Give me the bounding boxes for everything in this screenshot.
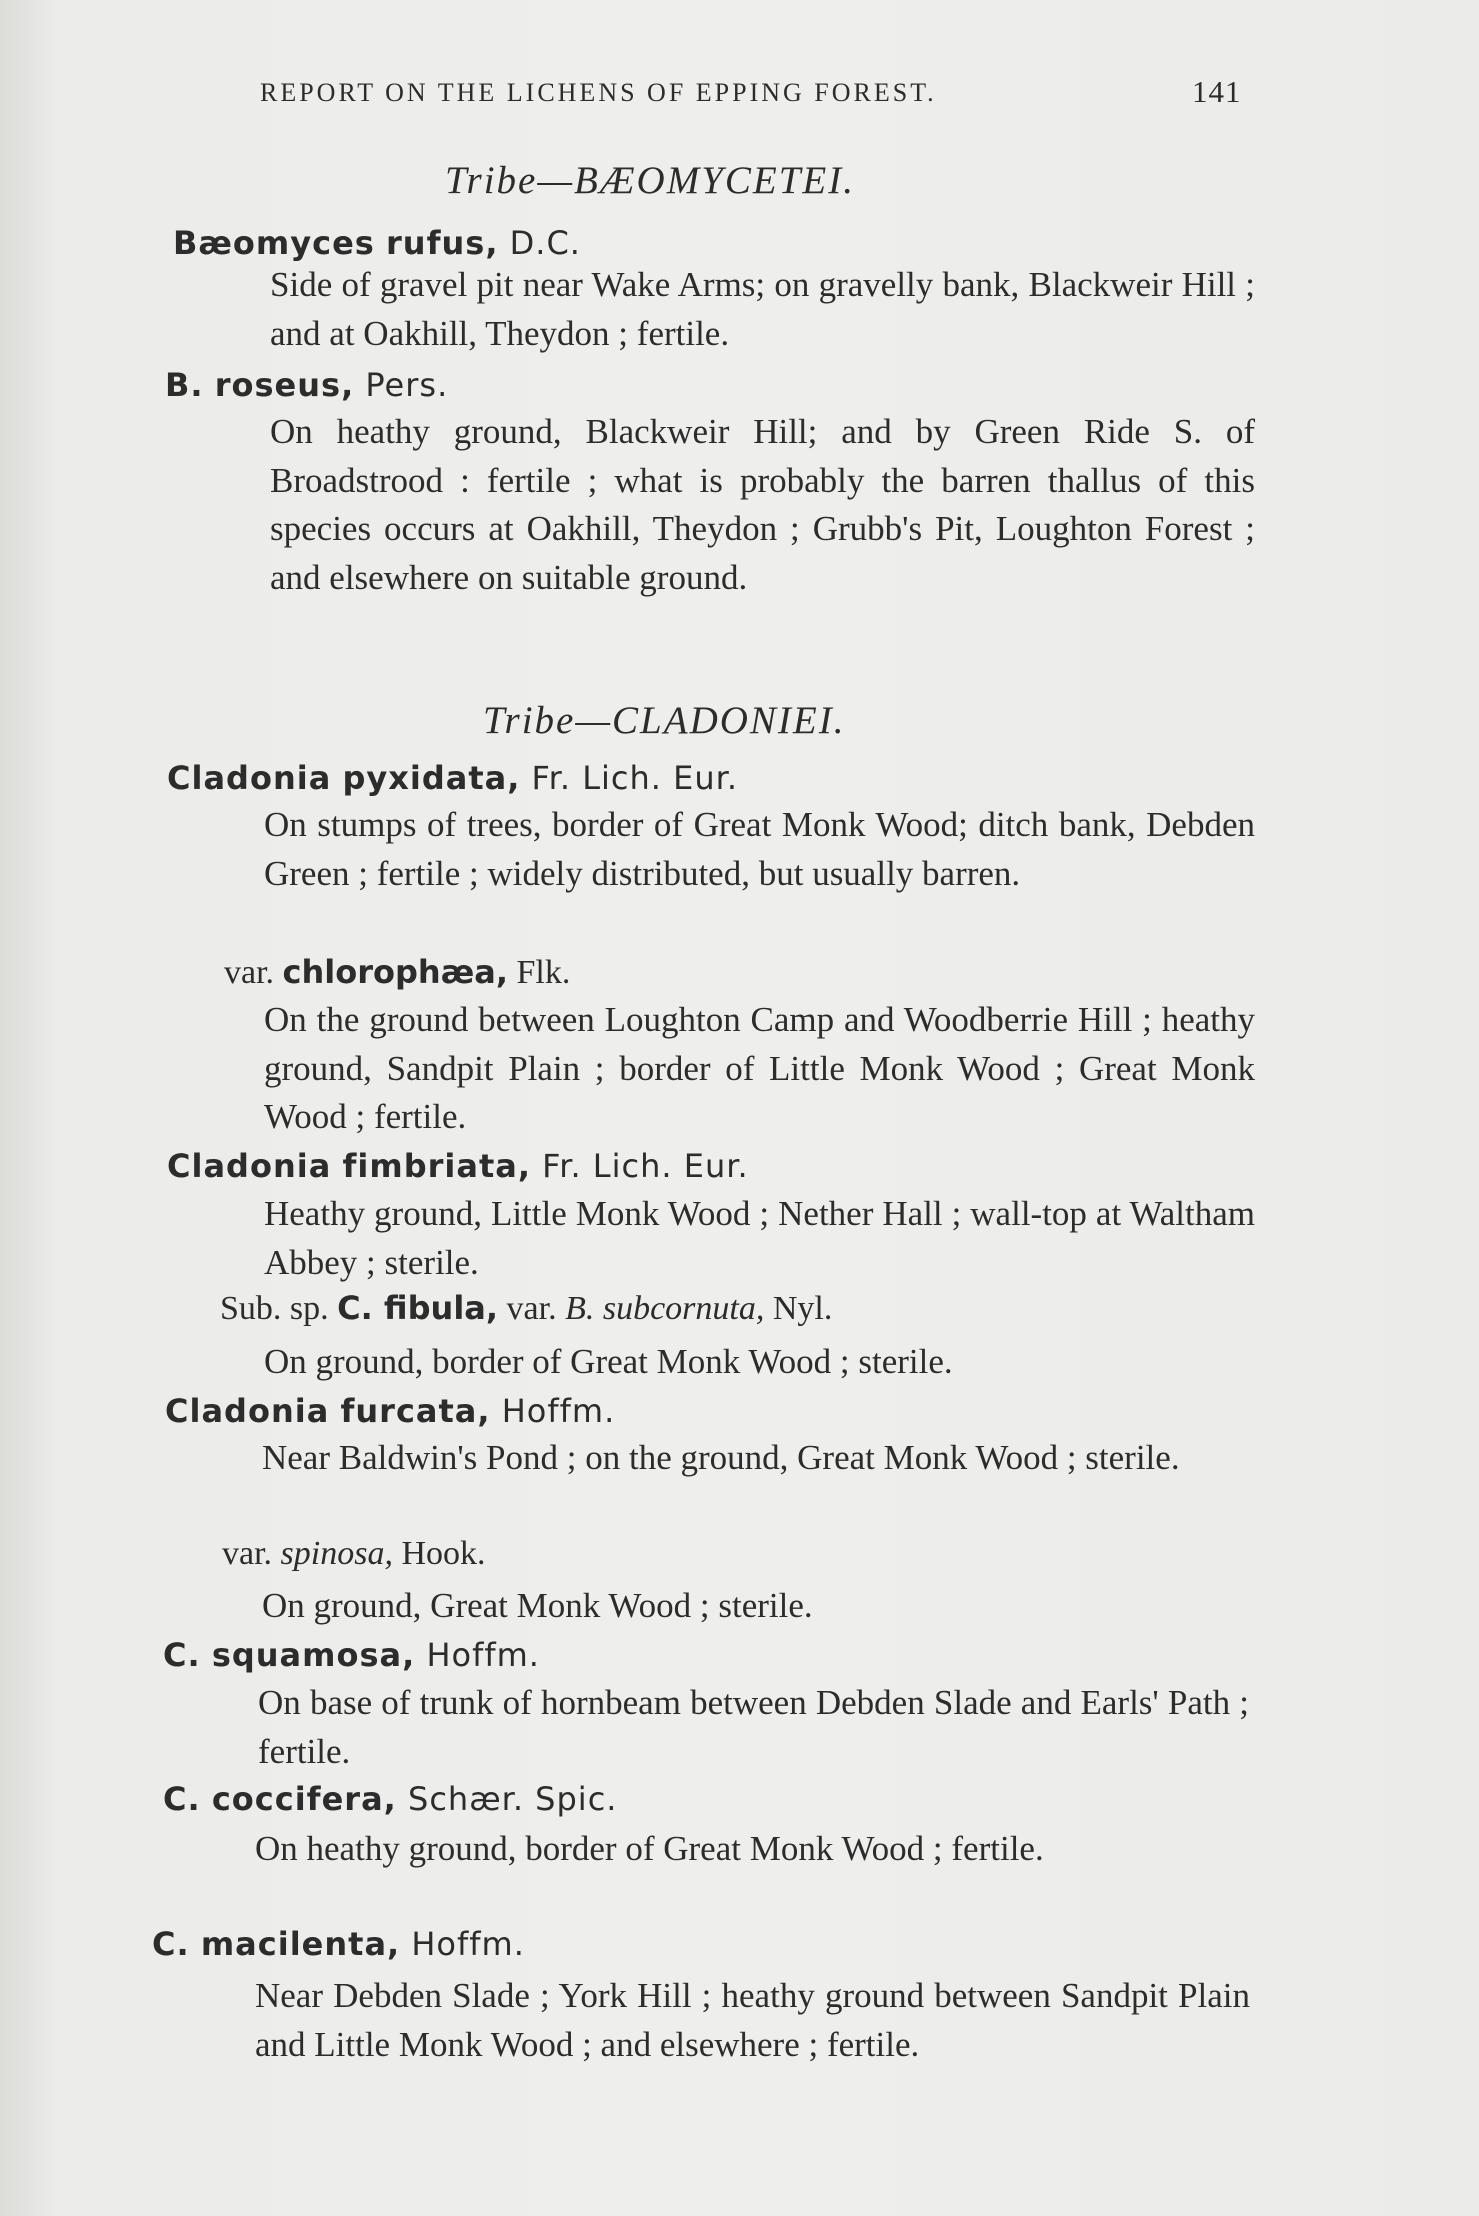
species-description: Heathy ground, Little Monk Wood ; Nether Hall ; wall-top at Waltham Abbey ; sterile. bbox=[264, 1194, 1255, 1282]
species-description: On heathy ground, border of Great Monk Wood ; fertile. bbox=[255, 1829, 1044, 1868]
species-heading bbox=[167, 1147, 749, 1185]
tribe-heading: Tribe—CLADONIEI. bbox=[483, 699, 846, 742]
species-heading bbox=[163, 1780, 617, 1818]
species-description: Side of gravel pit near Wake Arms; on gravelly bank, Blackweir Hill ; and at Oakhill, Theydon ; fertile. bbox=[270, 265, 1255, 353]
authority: Fr. Lich. Eur. bbox=[530, 1147, 749, 1185]
variety-name: spinosa, bbox=[280, 1535, 393, 1572]
variety-prefix: var. bbox=[222, 1535, 273, 1572]
subspecies-prefix: Sub. sp. bbox=[220, 1290, 329, 1327]
genus-name: C. bbox=[163, 1636, 201, 1674]
genus-name: C. bbox=[163, 1780, 201, 1818]
species-heading bbox=[173, 224, 581, 262]
variety-name: chlorophæa, bbox=[282, 953, 508, 991]
authority: Hoffm. bbox=[400, 1925, 525, 1963]
variety-prefix: var. bbox=[224, 954, 275, 991]
variety-name: B. subcornuta, bbox=[565, 1290, 765, 1327]
species-description: On ground, Great Monk Wood ; sterile. bbox=[262, 1586, 813, 1625]
authority: Hoffm. bbox=[415, 1636, 540, 1674]
species-heading bbox=[167, 759, 738, 797]
species-heading bbox=[152, 1925, 525, 1963]
authority: Flk. bbox=[507, 954, 571, 991]
genus-name: B. bbox=[165, 366, 204, 404]
species-description: Near Baldwin's Pond ; on the ground, Great Monk Wood ; sterile. bbox=[262, 1438, 1180, 1477]
variety-heading bbox=[224, 953, 570, 992]
genus-name: Cladonia bbox=[165, 1392, 330, 1430]
species-name: rufus, bbox=[386, 224, 499, 262]
species-name: coccifera, bbox=[211, 1780, 397, 1818]
species-heading bbox=[163, 1636, 540, 1674]
genus-name: Bæomyces bbox=[173, 224, 375, 262]
variety-connector: var. bbox=[498, 1290, 566, 1327]
authority: Hook. bbox=[392, 1535, 486, 1572]
authority: Fr. Lich. Eur. bbox=[520, 759, 739, 797]
species-name: fimbriata, bbox=[342, 1147, 531, 1185]
subspecies-name: C. fibula, bbox=[337, 1289, 499, 1327]
authority: Schær. Spic. bbox=[396, 1780, 618, 1818]
genus-name: C. bbox=[152, 1925, 190, 1963]
species-description: On the ground between Loughton Camp and Woodberrie Hill ; heathy ground, Sandpit Plain ; border of Little Monk Wood ; Great Monk Wood ; fertile. bbox=[264, 1000, 1255, 1136]
species-description: On ground, border of Great Monk Wood ; sterile. bbox=[264, 1342, 953, 1381]
species-heading bbox=[165, 1392, 615, 1430]
species-heading bbox=[165, 366, 448, 404]
species-name: furcata, bbox=[340, 1392, 491, 1430]
authority: Nyl. bbox=[764, 1290, 833, 1327]
species-name: macilenta, bbox=[200, 1925, 401, 1963]
species-description: On heathy ground, Blackweir Hill; and by Green Ride S. of Broadstrood : fertile ; what is probably the barren thallus of this species occurs at Oakhill, Theydon ; Grubb's Pit, Loughton Forest ; and elsewhere on suitable ground. bbox=[270, 412, 1255, 597]
tribe-heading: Tribe—BÆOMYCETEI. bbox=[445, 159, 855, 202]
species-description: On stumps of trees, border of Great Monk Wood; ditch bank, Debden Green ; fertile ; widely distributed, but usually barren. bbox=[264, 805, 1255, 893]
species-name: pyxidata, bbox=[342, 759, 521, 797]
genus-name: Cladonia bbox=[167, 1147, 332, 1185]
genus-name: Cladonia bbox=[167, 759, 332, 797]
variety-heading bbox=[222, 1535, 486, 1573]
species-description: Near Debden Slade ; York Hill ; heathy ground between Sandpit Plain and Little Monk Wood ; and elsewhere ; fertile. bbox=[255, 1976, 1250, 2064]
authority: D.C. bbox=[498, 224, 581, 262]
authority: Hoffm. bbox=[490, 1392, 616, 1430]
species-description: On base of trunk of hornbeam between Debden Slade and Earls' Path ; fertile. bbox=[258, 1683, 1249, 1771]
species-name: squamosa, bbox=[211, 1636, 416, 1674]
authority: Pers. bbox=[354, 366, 449, 404]
running-head: REPORT ON THE LICHENS OF EPPING FOREST. bbox=[260, 78, 937, 107]
subspecies-heading bbox=[220, 1289, 832, 1328]
species-name: roseus, bbox=[214, 366, 355, 404]
page-number: 141 bbox=[1192, 74, 1242, 109]
